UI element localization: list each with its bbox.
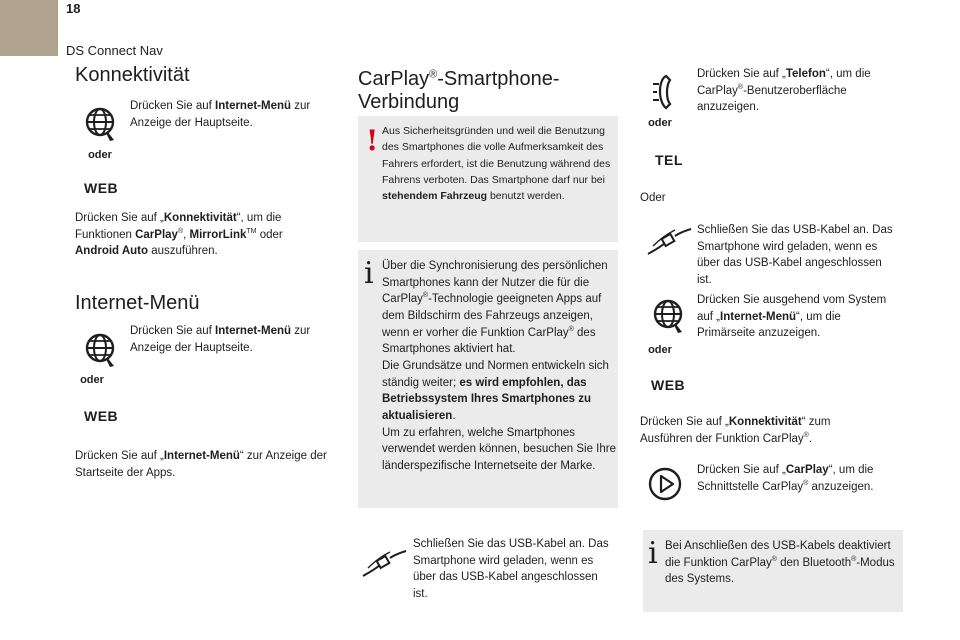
internet-menu-description: Drücken Sie auf „Internet-Menü“ zur Anzeige der Startseite der Apps. (75, 450, 327, 479)
info-text: Über die Synchronisierung des persönlichen Smartphones kann der Nutzer die für die CarPlay®-Technologie geeigneten Apps auf dem Bildschirm des Fahrzeugs anzeigen, wenn er vorher die Funktion CarPlay® des Smartphones aktiviert hat. Die Grundsätze und Normen entwickeln sich ständig weiter; es wird empfohlen, das Betriebssystem Ihres Smartphones zu aktualisieren. Um zu erfahren, welche Smartphones verwendet werden können, besuchen Sie Ihre länderspezifische Internetseite der Marke. (382, 260, 616, 473)
page-number: 18 (66, 1, 81, 16)
oder-caption: oder (80, 374, 104, 386)
info-icon: i (364, 256, 374, 291)
konnektivitaet-carplay-text: Drücken Sie auf „Konnektivität“ zum Ausführen der Funktion CarPlay®. (640, 416, 831, 445)
web-button-label: WEB (651, 377, 686, 393)
doc-title: DS Connect Nav (66, 43, 163, 58)
carplay-play-icon (647, 466, 683, 502)
oder-caption: oder (648, 117, 672, 129)
step-internet-menu-1: Drücken Sie auf Internet-Menü zur Anzeige der Hauptseite. (130, 100, 311, 129)
phone-icon (648, 72, 682, 112)
heading-internet-menu: Internet-Menü (75, 292, 200, 314)
usb-cable-icon (645, 226, 693, 258)
info-icon: i (648, 536, 658, 571)
page-tab-marker (0, 0, 58, 56)
tel-button-label: TEL (655, 152, 683, 168)
oder-caption: oder (88, 149, 112, 161)
web-button-label: WEB (84, 180, 119, 196)
carplay-step-text: Drücken Sie auf „CarPlay“, um die Schnittstelle CarPlay® anzuzeigen. (697, 464, 874, 493)
usb-step-text-2: Schließen Sie das USB-Kabel an. Das Smartphone wird geladen, wenn es über das USB-Kabel angeschlossen ist. (697, 224, 893, 287)
bluetooth-info-text: Bei Anschließen des USB-Kabels deaktiviert die Funktion CarPlay® den Bluetooth®-Modus des Systems. (665, 540, 895, 586)
internet-step-text: Drücken Sie ausgehend vom System auf „Internet-Menü“, um die Primärseite anzuzeigen. (697, 294, 887, 340)
usb-step-text: Schließen Sie das USB-Kabel an. Das Smartphone wird geladen, wenn es über das USB-Kabel angeschlossen ist. (413, 538, 609, 601)
tel-step-text: Drücken Sie auf „Telefon“, um die CarPlay®-Benutzeroberfläche anzuzeigen. (697, 68, 871, 114)
usb-cable-icon (360, 548, 408, 580)
konnektivitaet-description: Drücken Sie auf „Konnektivität“, um die Funktionen CarPlay®, MirrorLink™ oder Android Auto auszuführen. (75, 212, 283, 258)
oder-text: Oder (640, 192, 666, 204)
heading-konnektivitaet: Konnektivität (75, 64, 190, 86)
step-internet-menu-2: Drücken Sie auf Internet-Menü zur Anzeige der Hauptseite. (130, 325, 311, 354)
warning-text: Aus Sicherheitsgründen und weil die Benutzung des Smartphones die volle Aufmerksamkeit des Fahrers erfordert, ist die Benutzung während des Fahrens verboten. Das Smartphone darf nur bei stehendem Fahrzeug benutzt werden. (382, 125, 611, 203)
globe-icon (80, 330, 120, 370)
oder-caption: oder (648, 344, 672, 356)
globe-icon (80, 104, 120, 144)
globe-icon (648, 296, 688, 336)
web-button-label: WEB (84, 408, 119, 424)
warning-icon: ! (366, 124, 379, 157)
heading-carplay: CarPlay®-Smartphone-Verbindung (358, 68, 560, 113)
